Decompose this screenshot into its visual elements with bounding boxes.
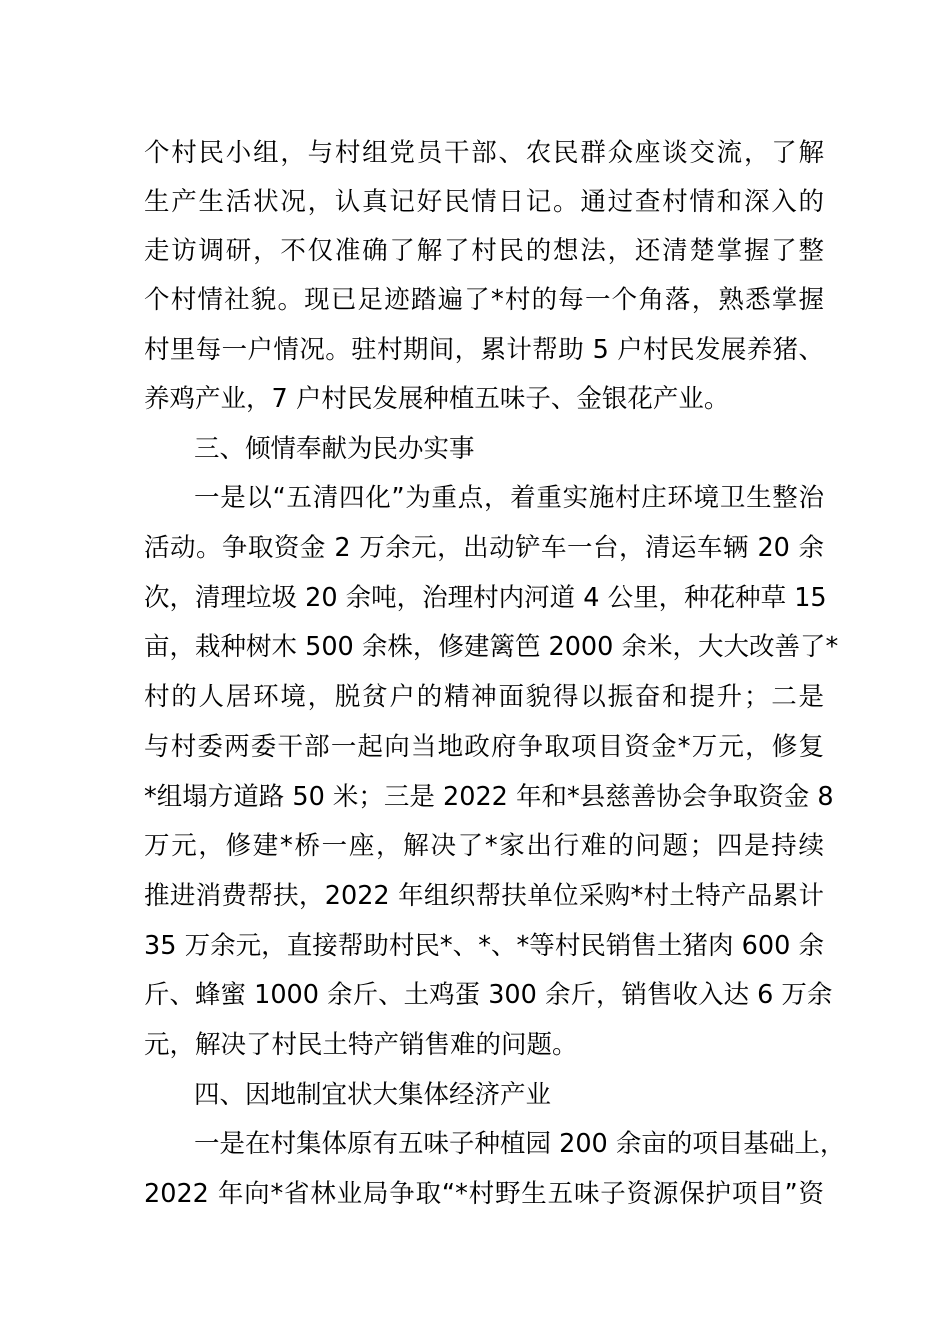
paragraph-line: 走访调研，不仅准确了解了村民的想法，还清楚掌握了整 (144, 236, 824, 266)
paragraph-line: 养鸡产业，7 户村民发展种植五味子、金银花产业。 (144, 384, 730, 414)
paragraph-line: 村里每一户情况。驻村期间，累计帮助 5 户村民发展养猪、 (144, 335, 824, 365)
paragraph-line: 推进消费帮扶，2022 年组织帮扶单位采购*村土特产品累计 (144, 881, 824, 911)
paragraph-line: 生产生活状况，认真记好民情日记。通过查村情和深入的 (144, 187, 824, 217)
paragraph-line: 次，清理垃圾 20 余吨，治理村内河道 4 公里，种花种草 15 (144, 583, 827, 613)
paragraph-line: 元，解决了村民土特产销售难的问题。 (144, 1030, 578, 1060)
paragraph-line: 一是在村集体原有五味子种植园 200 余亩的项目基础上， (194, 1129, 846, 1159)
paragraph-line: 活动。争取资金 2 万余元，出动铲车一台，清运车辆 20 余 (144, 533, 824, 563)
paragraph-line: 个村民小组，与村组党员干部、农民群众座谈交流，了解 (144, 138, 824, 168)
section-heading: 四、因地制宜状大集体经济产业 (194, 1080, 552, 1110)
paragraph-line: *组塌方道路 50 米；三是 2022 年和*县慈善协会争取资金 8 (144, 782, 834, 812)
paragraph-line: 35 万余元，直接帮助村民*、*、*等村民销售土猪肉 600 余 (144, 931, 824, 961)
paragraph-line: 一是以“五清四化”为重点，着重实施村庄环境卫生整治 (194, 483, 824, 513)
paragraph-line: 万元，修建*桥一座，解决了*家出行难的问题；四是持续 (144, 831, 824, 861)
paragraph-line: 个村情社貌。现已足迹踏遍了*村的每一个角落，熟悉掌握 (144, 285, 824, 315)
section-heading: 三、倾情奉献为民办实事 (194, 434, 475, 464)
paragraph-line: 村的人居环境，脱贫户的精神面貌得以振奋和提升；二是 (144, 682, 824, 712)
paragraph-line: 2022 年向*省林业局争取“*村野生五味子资源保护项目”资 (144, 1179, 824, 1209)
paragraph-line: 亩，栽种树木 500 余株，修建篱笆 2000 余米，大大改善了* (144, 632, 839, 662)
paragraph-line: 与村委两委干部一起向当地政府争取项目资金*万元，修复 (144, 732, 824, 762)
paragraph-line: 斤、蜂蜜 1000 余斤、土鸡蛋 300 余斤，销售收入达 6 万余 (144, 980, 833, 1010)
